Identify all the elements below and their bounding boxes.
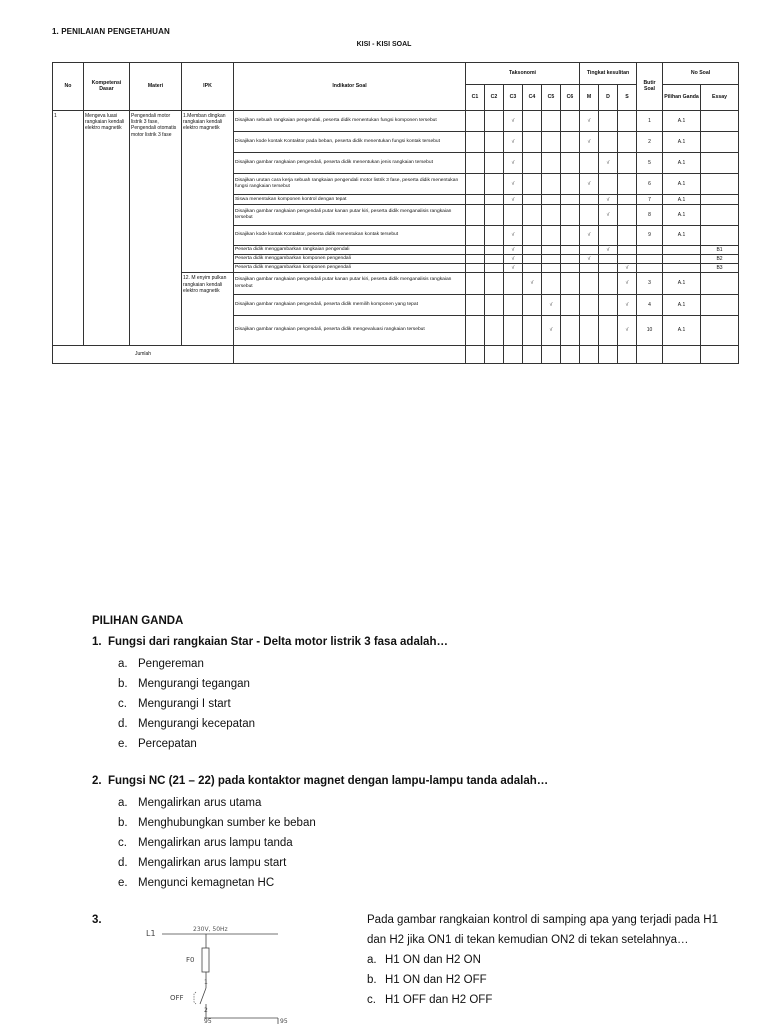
d-cell: [599, 173, 618, 194]
c1-cell: [466, 225, 485, 245]
c6-cell: [561, 110, 580, 131]
c4-cell: [523, 264, 542, 273]
c3-cell: √: [504, 153, 523, 173]
question-3-number: 3.: [92, 914, 102, 926]
table-row: [53, 110, 739, 131]
jumlah-cell: [580, 345, 599, 363]
question-number: 1.: [92, 636, 102, 648]
c6-cell: [561, 225, 580, 245]
m-cell: √: [580, 173, 599, 194]
kompetensi-cell: Mengeva luasi rangkaian kendali elektro magnetik: [84, 110, 130, 345]
c3-cell: √: [504, 195, 523, 205]
answer-option: [92, 853, 752, 873]
c4-cell: [523, 153, 542, 173]
no-cell: 1: [53, 110, 84, 345]
s-cell: √: [618, 264, 637, 273]
answer-option: [92, 873, 752, 893]
header-no-soal: No Soal: [663, 63, 739, 85]
butir-cell: [637, 255, 663, 264]
butir-cell: 6: [637, 173, 663, 194]
c1-cell: [466, 294, 485, 315]
c4-cell: √: [523, 273, 542, 294]
d-cell: √: [599, 195, 618, 205]
supply-label: L1: [146, 929, 156, 938]
voltage-label: 230V, 50Hz: [193, 926, 228, 933]
terminal-1: 1: [204, 979, 208, 986]
s-cell: [618, 245, 637, 254]
s-cell: [618, 195, 637, 205]
c5-cell: [542, 205, 561, 225]
question-text: Pada gambar rangkaian kontrol di samping apa yang terjadi pada H1 dan H2 jika ON1 di tekan kemudian ON2 di tekan setelahnya…: [367, 914, 718, 946]
essay-cell: B2: [701, 255, 739, 264]
c6-cell: [561, 273, 580, 294]
c6-cell: [561, 316, 580, 345]
option-letter: b.: [118, 678, 128, 690]
pilihan-ganda-cell: A.1: [663, 294, 701, 315]
m-cell: √: [580, 225, 599, 245]
essay-cell: B3: [701, 264, 739, 273]
indikator-cell: Disajikan kode kontak Kontaktor pada beban, peserta didik menentukan fungsi kontak tersebut: [234, 132, 466, 153]
jumlah-cell: [234, 345, 466, 363]
c3-cell: √: [504, 245, 523, 254]
s-cell: √: [618, 273, 637, 294]
m-cell: [580, 316, 599, 345]
m-cell: [580, 273, 599, 294]
indikator-cell: Disajikan urutan cara kerja sebuah rangkaian pengendali motor listrik 3 fase, peserta didik menentukan fungsi rangkaian tersebut: [234, 173, 466, 194]
option-letter: d.: [118, 718, 128, 730]
indikator-cell: Disajikan sebuah rangkaian pengendali, peserta didik menentukan fungsi komponen tersebut: [234, 110, 466, 131]
c6-cell: [561, 255, 580, 264]
d-cell: [599, 316, 618, 345]
header-kompetensi: Kompetensi Dasar: [84, 63, 130, 111]
option-text: Mengalirkan arus lampu start: [138, 857, 287, 869]
butir-cell: 3: [637, 273, 663, 294]
indikator-cell: Disajikan gambar rangkaian pengendali, peserta didik mengevaluasi rangkaian tersebut: [234, 316, 466, 345]
option-text: Menghubungkan sumber ke beban: [138, 817, 316, 829]
answer-option: [92, 694, 752, 714]
c3-cell: √: [504, 255, 523, 264]
essay-cell: [701, 173, 739, 194]
answer-option: c. H1 OFF dan H2 OFF: [367, 994, 493, 1006]
header-pilihan-ganda: Pilihan Ganda: [663, 85, 701, 110]
c1-cell: [466, 245, 485, 254]
header-tingkat: Tingkat kesulitan: [580, 63, 637, 85]
question-3: [367, 910, 727, 1010]
header-essay: Essay: [701, 85, 739, 110]
s-cell: √: [618, 316, 637, 345]
option-text: Mengurangi kecepatan: [138, 718, 255, 730]
answer-option: [92, 793, 752, 813]
butir-cell: 5: [637, 153, 663, 173]
option-letter: c.: [118, 698, 127, 710]
kisi-title: KISI - KISI SOAL: [356, 41, 412, 48]
pilihan-ganda-cell: A.1: [663, 153, 701, 173]
answer-option: [92, 813, 752, 833]
jumlah-cell: [561, 345, 580, 363]
butir-cell: [637, 245, 663, 254]
essay-cell: [701, 132, 739, 153]
answer-option: b. H1 ON dan H2 OFF: [367, 974, 487, 986]
jumlah-cell: [663, 345, 701, 363]
option-letter: c.: [118, 837, 127, 849]
d-cell: √: [599, 245, 618, 254]
option-text: Mengalirkan arus lampu tanda: [138, 837, 293, 849]
answer-options: [92, 654, 752, 754]
c2-cell: [485, 132, 504, 153]
d-cell: [599, 273, 618, 294]
c1-cell: [466, 153, 485, 173]
answer-option: [92, 714, 752, 734]
essay-cell: [701, 153, 739, 173]
header-c5: C5: [542, 85, 561, 110]
c2-cell: [485, 255, 504, 264]
c3-cell: √: [504, 110, 523, 131]
c6-cell: [561, 205, 580, 225]
c2-cell: [485, 316, 504, 345]
s-cell: √: [618, 294, 637, 315]
c6-cell: [561, 195, 580, 205]
s-cell: [618, 173, 637, 194]
c2-cell: [485, 110, 504, 131]
c5-cell: [542, 195, 561, 205]
c1-cell: [466, 195, 485, 205]
c5-cell: [542, 255, 561, 264]
jumlah-label: Jumlah: [53, 345, 234, 363]
c1-cell: [466, 132, 485, 153]
c3-cell: √: [504, 173, 523, 194]
d-cell: [599, 110, 618, 131]
indikator-cell: Peserta didik menggambarkan komponen pengendali: [234, 264, 466, 273]
indikator-cell: Peserta didik menggambarkan komponen pengendali: [234, 255, 466, 264]
c2-cell: [485, 245, 504, 254]
c5-cell: [542, 110, 561, 131]
pilihan-ganda-cell: [663, 264, 701, 273]
s-cell: [618, 153, 637, 173]
jumlah-cell: [599, 345, 618, 363]
ipk-cell: 12. M enyim pulkan rangkaian kendali elektro magnetik: [182, 273, 234, 345]
m-cell: √: [580, 255, 599, 264]
c4-cell: [523, 316, 542, 345]
header-c6: C6: [561, 85, 580, 110]
option-letter: d.: [118, 857, 128, 869]
essay-cell: [701, 294, 739, 315]
header-m: M: [580, 85, 599, 110]
c1-cell: [466, 273, 485, 294]
indikator-cell: Disajikan gambar rangkaian pengendali, peserta didik memilih komponen yang tepat: [234, 294, 466, 315]
c1-cell: [466, 316, 485, 345]
d-cell: [599, 225, 618, 245]
jumlah-cell: [485, 345, 504, 363]
butir-cell: [637, 264, 663, 273]
jumlah-cell: [523, 345, 542, 363]
indikator-cell: Disajikan gambar rangkaian pengendali putar kanan putar kiri, peserta didik menganalisis rangkaian tersebut: [234, 273, 466, 294]
answer-option: [92, 833, 752, 853]
d-cell: √: [599, 153, 618, 173]
answer-option: [92, 674, 752, 694]
m-cell: [580, 205, 599, 225]
option-text: Mengurangi tegangan: [138, 678, 250, 690]
pilihan-ganda-cell: A.1: [663, 205, 701, 225]
c3-cell: [504, 294, 523, 315]
butir-cell: 7: [637, 195, 663, 205]
jumlah-cell: [504, 345, 523, 363]
ipk-cell: 1.Memban dingkan rangkaian kendali elektro magnetik: [182, 110, 234, 273]
indikator-cell: Disajikan kode kontak Kontaktor, peserta didik menentukan kontak tersebut: [234, 225, 466, 245]
m-cell: [580, 195, 599, 205]
essay-cell: [701, 110, 739, 131]
d-cell: [599, 264, 618, 273]
control-circuit-diagram: [138, 918, 338, 1024]
c5-cell: [542, 225, 561, 245]
question-text: Fungsi NC (21 – 22) pada kontaktor magnet dengan lampu-lampu tanda adalah…: [107, 775, 549, 787]
header-ipk: IPK: [182, 63, 234, 111]
d-cell: [599, 255, 618, 264]
m-cell: [580, 153, 599, 173]
header-c1: C1: [466, 85, 485, 110]
pilihan-ganda-cell: A.1: [663, 173, 701, 194]
header-no: No: [53, 63, 84, 111]
essay-cell: [701, 195, 739, 205]
fuse-symbol: [202, 948, 209, 972]
fuse-label: F0: [186, 956, 195, 964]
pilihan-ganda-heading: PILIHAN GANDA: [92, 615, 184, 627]
d-cell: √: [599, 205, 618, 225]
m-cell: [580, 264, 599, 273]
question-number: 2.: [92, 775, 102, 787]
c2-cell: [485, 173, 504, 194]
option-text: Mengalirkan arus utama: [138, 797, 262, 809]
c3-cell: √: [504, 225, 523, 245]
answer-options: [92, 793, 752, 893]
c6-cell: [561, 264, 580, 273]
c1-cell: [466, 110, 485, 131]
c5-cell: √: [542, 316, 561, 345]
c4-cell: [523, 225, 542, 245]
d-cell: [599, 132, 618, 153]
option-letter: a.: [118, 797, 128, 809]
c3-cell: [504, 205, 523, 225]
butir-cell: 10: [637, 316, 663, 345]
kisi-kisi-table: [52, 62, 739, 364]
essay-cell: [701, 273, 739, 294]
c1-cell: [466, 255, 485, 264]
option-text: Pengereman: [138, 658, 204, 670]
c1-cell: [466, 264, 485, 273]
c5-cell: [542, 245, 561, 254]
butir-cell: 4: [637, 294, 663, 315]
m-cell: [580, 245, 599, 254]
c5-cell: [542, 153, 561, 173]
c4-cell: [523, 195, 542, 205]
butir-cell: 9: [637, 225, 663, 245]
essay-cell: [701, 225, 739, 245]
header-taksonomi: Taksonomi: [466, 63, 580, 85]
pilihan-ganda-cell: A.1: [663, 225, 701, 245]
option-letter: e.: [118, 738, 128, 750]
c5-cell: [542, 264, 561, 273]
option-text: Mengurangi I start: [138, 698, 231, 710]
header-s: S: [618, 85, 637, 110]
c4-cell: [523, 132, 542, 153]
pilihan-ganda-cell: A.1: [663, 110, 701, 131]
question-2: [92, 774, 752, 893]
header-c2: C2: [485, 85, 504, 110]
indikator-cell: Peserta didik menggambarkan rangkaian pengendali: [234, 245, 466, 254]
c5-cell: [542, 132, 561, 153]
indikator-cell: Disajikan gambar rangkaian pengendali, peserta didik menentukan jenis rangkaian tersebut: [234, 153, 466, 173]
c3-cell: √: [504, 132, 523, 153]
option-text: Mengunci kemagnetan HC: [138, 877, 275, 889]
c2-cell: [485, 294, 504, 315]
butir-cell: 2: [637, 132, 663, 153]
pilihan-ganda-cell: A.1: [663, 195, 701, 205]
c4-cell: [523, 255, 542, 264]
terminal-2: 2: [204, 1007, 208, 1014]
header-c3: C3: [504, 85, 523, 110]
s-cell: [618, 225, 637, 245]
jumlah-cell: [637, 345, 663, 363]
pilihan-ganda-cell: A.1: [663, 273, 701, 294]
header-butir: Butir Soal: [637, 63, 663, 111]
c2-cell: [485, 264, 504, 273]
c6-cell: [561, 153, 580, 173]
indikator-cell: Siswa menentukan komponen kontrol dengan tepat: [234, 195, 466, 205]
d-cell: [599, 294, 618, 315]
jumlah-cell: [466, 345, 485, 363]
c5-cell: [542, 273, 561, 294]
c1-cell: [466, 205, 485, 225]
indikator-cell: Disajikan gambar rangkaian pengendali putar kanan putar kiri, peserta didik menganalisis rangkaian tersebut: [234, 205, 466, 225]
c3-cell: [504, 273, 523, 294]
terminal-95a: 95: [204, 1018, 212, 1024]
c2-cell: [485, 195, 504, 205]
c6-cell: [561, 294, 580, 315]
question-text: Fungsi dari rangkaian Star - Delta motor listrik 3 fasa adalah…: [107, 636, 448, 648]
pilihan-ganda-cell: [663, 245, 701, 254]
pilihan-ganda-cell: A.1: [663, 316, 701, 345]
answer-option: [92, 654, 752, 674]
c2-cell: [485, 205, 504, 225]
c4-cell: [523, 205, 542, 225]
c3-cell: √: [504, 264, 523, 273]
pilihan-ganda-cell: A.1: [663, 132, 701, 153]
question-1: [92, 635, 752, 754]
option-letter: e.: [118, 877, 128, 889]
c3-cell: [504, 316, 523, 345]
c1-cell: [466, 173, 485, 194]
s-cell: [618, 255, 637, 264]
answer-option: [92, 734, 752, 754]
header-d: D: [599, 85, 618, 110]
jumlah-cell: [701, 345, 739, 363]
essay-cell: B1: [701, 245, 739, 254]
option-text: Percepatan: [138, 738, 197, 750]
answer-option: a. H1 ON dan H2 ON: [367, 954, 481, 966]
s-cell: [618, 132, 637, 153]
c2-cell: [485, 225, 504, 245]
section-heading: 1. PENILAIAN PENGETAHUAN: [52, 27, 170, 36]
materi-cell: Pengendali motor listrik 3 fase, Pengendali otomatis motor listrik 3 fase: [130, 110, 182, 345]
c2-cell: [485, 153, 504, 173]
essay-cell: [701, 316, 739, 345]
jumlah-cell: [542, 345, 561, 363]
s-cell: [618, 205, 637, 225]
c4-cell: [523, 173, 542, 194]
c2-cell: [485, 273, 504, 294]
essay-cell: [701, 205, 739, 225]
jumlah-row: [53, 345, 739, 363]
header-indikator: Indikator Soal: [234, 63, 466, 111]
jumlah-cell: [618, 345, 637, 363]
header-c4: C4: [523, 85, 542, 110]
header-materi: Materi: [130, 63, 182, 111]
butir-cell: 1: [637, 110, 663, 131]
m-cell: [580, 294, 599, 315]
c4-cell: [523, 245, 542, 254]
c6-cell: [561, 245, 580, 254]
terminal-95b: 95: [280, 1018, 288, 1024]
butir-cell: 8: [637, 205, 663, 225]
c4-cell: [523, 110, 542, 131]
c6-cell: [561, 173, 580, 194]
c4-cell: [523, 294, 542, 315]
option-letter: b.: [118, 817, 128, 829]
option-letter: a.: [118, 658, 128, 670]
c5-cell: √: [542, 294, 561, 315]
s-cell: [618, 110, 637, 131]
m-cell: √: [580, 132, 599, 153]
pilihan-ganda-cell: [663, 255, 701, 264]
c6-cell: [561, 132, 580, 153]
c5-cell: [542, 173, 561, 194]
off-label: OFF: [170, 994, 184, 1002]
m-cell: √: [580, 110, 599, 131]
